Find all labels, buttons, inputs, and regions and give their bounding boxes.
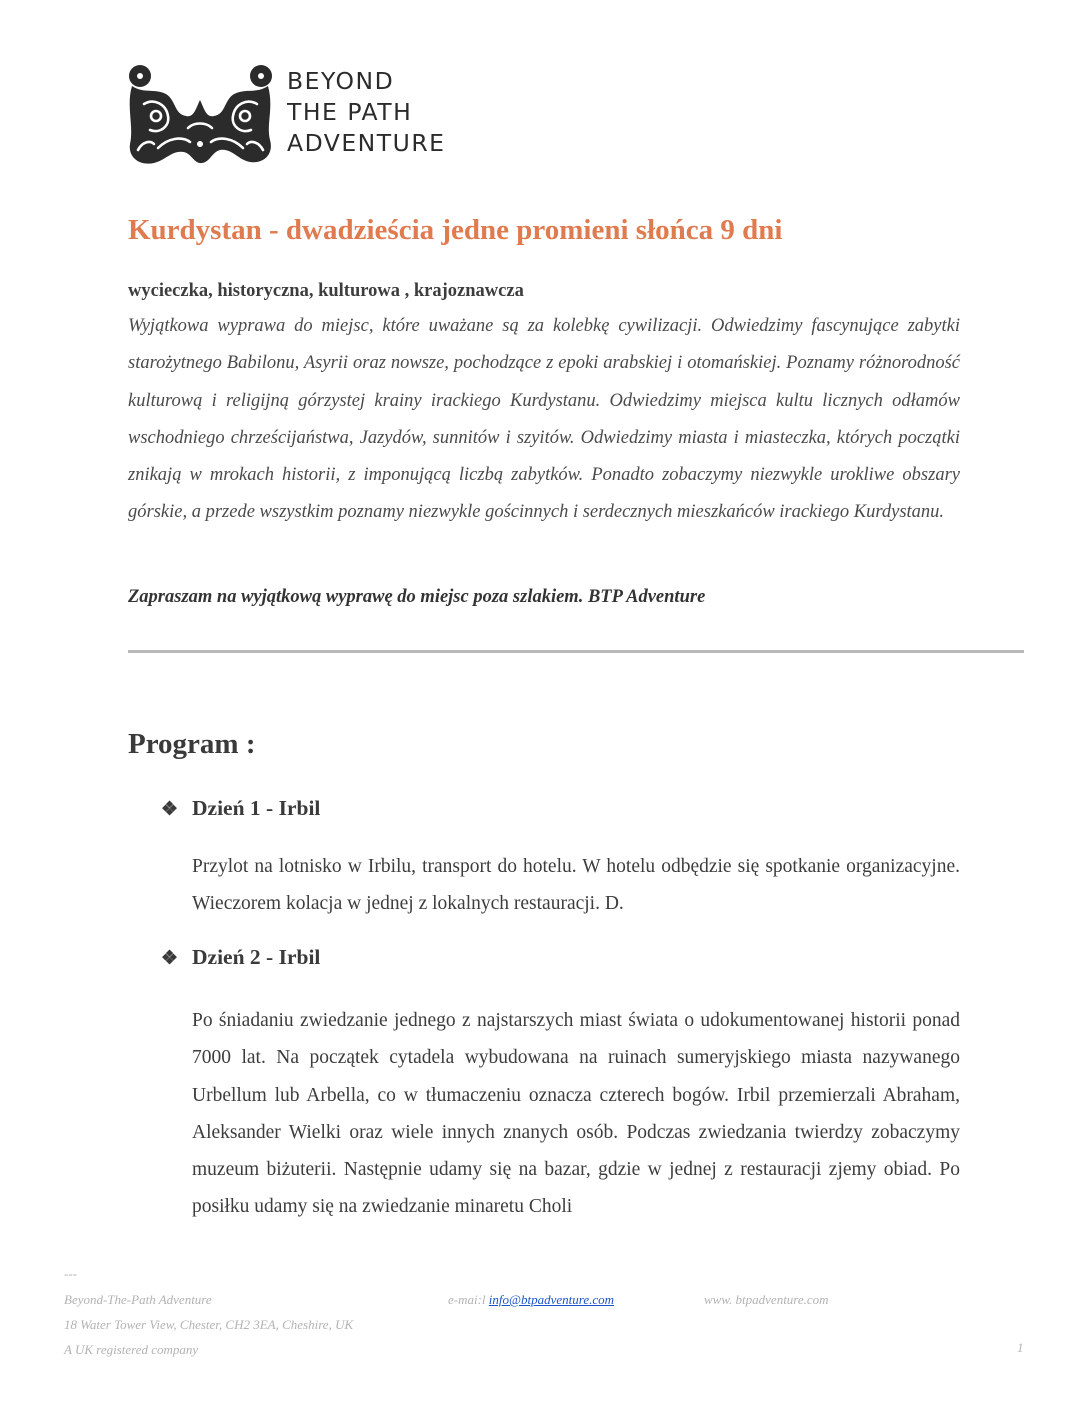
brand-name xyxy=(287,66,446,159)
program-heading: Program : xyxy=(128,728,256,760)
section-divider xyxy=(128,650,1024,653)
diamond-bullet-icon: ❖ xyxy=(161,799,179,820)
brand-logo-icon xyxy=(128,64,273,168)
diamond-bullet-icon: ❖ xyxy=(161,948,179,969)
brand-name-line-1: BEYOND xyxy=(287,67,395,95)
footer-separator: --- xyxy=(64,1266,77,1281)
brand-name-line-3: ADVENTURE xyxy=(287,129,446,157)
day-1-heading xyxy=(161,796,320,821)
document-title: Kurdystan - dwadzieścia jedne promieni słońca 9 dni xyxy=(128,214,783,246)
intro-paragraph: Wyjątkowa wyprawa do miejsc, które uważane są za kolebkę cywilizacji. Odwiedzimy fascynujące zabytki starożytnego Babilonu, Asyrii oraz nowsze, pochodzące z epoki arabskiej i otomańskiej. Poznamy różnorodność kulturową i religijną górzystej krainy irackiego Kurdystanu. Odwiedzimy miejsca kultu licznych odłamów wschodniego chrześcijaństwa, Jazydów, sunnitów i szyitów. Odwiedzimy miasta i miasteczka, których początki znikają w mrokach historii, z imponującą liczbą zabytków. Ponadto zobaczymy niezwykle urokliwe obszary górskie, a przede wszystkim poznamy niezwykle gościnnych i serdecznych mieszkańców irackiego Kurdystanu. xyxy=(128,316,960,523)
footer-email-label: e-mai:l xyxy=(448,1292,489,1307)
footer-website: www. btpadventure.com xyxy=(704,1292,829,1307)
footer-email xyxy=(448,1292,614,1308)
invitation-line: Zapraszam na wyjątkową wyprawę do miejsc poza szlakiem. BTP Adventure xyxy=(128,587,706,607)
trip-tags: wycieczka, historyczna, kulturowa , krajoznawcza xyxy=(128,281,524,301)
page-number: 1 xyxy=(1017,1340,1024,1355)
brand-name-line-2: THE PATH xyxy=(287,98,413,126)
email-link[interactable]: info@btpadventure.com xyxy=(488,1292,614,1307)
day-2-title: Dzień 2 - Irbil xyxy=(192,945,321,969)
footer-registration: A UK registered company xyxy=(64,1342,199,1357)
day-2-description: Po śniadaniu zwiedzanie jednego z najstarszych miast świata o udokumentowanej historii ponad 7000 lat. Na początek cytadela wybudowana na ruinach sumeryjskiego miasta nazywanego Urbellum lub Arbella, co w tłumaczeniu oznacza czterech bogów. Irbil przemierzali Abraham, Aleksander Wielki oraz wiele innych znanych osób. Podczas zwiedzania twierdzy zobaczymy muzeum biżuterii. Następnie udamy się na bazar, gdzie w jednej z restauracji zjemy obiad. Po posiłku udamy się na zwiedzanie minaretu Choli xyxy=(192,1010,960,1218)
footer-address: 18 Water Tower View, Chester, CH2 3EA, Cheshire, UK xyxy=(64,1317,354,1332)
brand-logo-graphic xyxy=(128,64,273,168)
day-1-description: Przylot na lotnisko w Irbilu, transport do hotelu. W hotelu odbędzie się spotkanie organizacyjne. Wieczorem kolacja w jednej z lokalnych restauracji. D. xyxy=(192,856,960,915)
day-1-title: Dzień 1 - Irbil xyxy=(192,796,321,820)
footer-company: Beyond-The-Path Adventure xyxy=(64,1292,212,1307)
day-2-heading xyxy=(161,945,320,970)
